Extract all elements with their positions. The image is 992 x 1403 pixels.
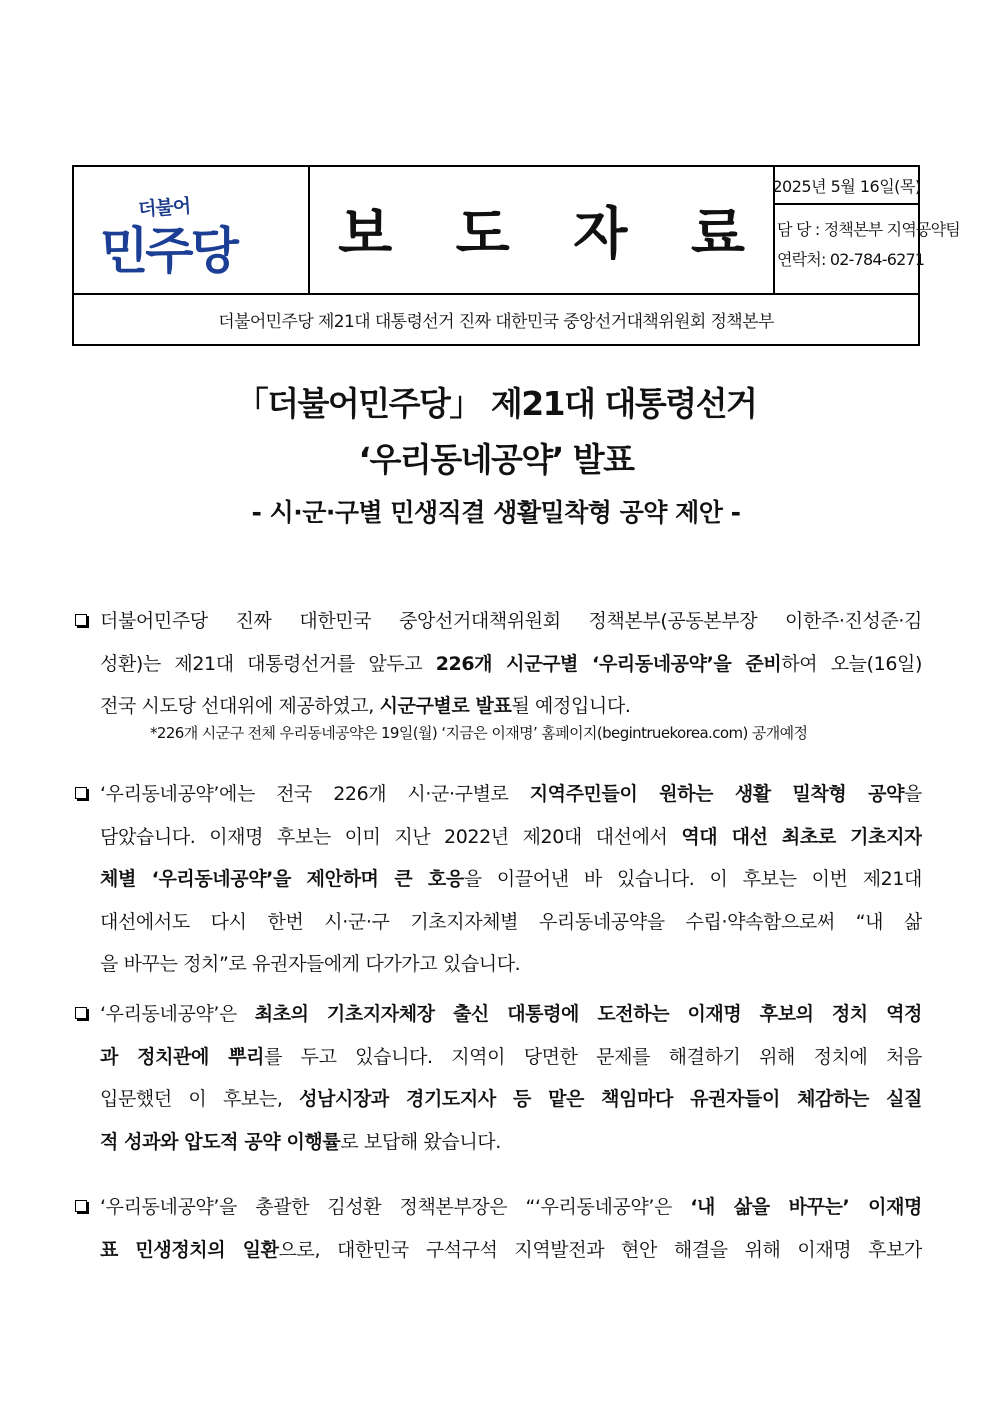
contact-phone: 연락처: 02-784-6271 xyxy=(777,250,925,269)
body-text: 을 xyxy=(904,783,922,805)
paragraph-line xyxy=(72,901,922,944)
header-top-row xyxy=(74,167,960,295)
body-text: 성환)는 제21대 대통령선거를 앞두고 xyxy=(100,652,436,675)
headline-line-2: ‘우리동네공약’ 발표 xyxy=(358,440,634,479)
body-text: 하여 오늘(16일) xyxy=(781,652,922,675)
body-text: 을 이끌어낸 바 있습니다. 이 후보는 이번 제21대 xyxy=(463,868,922,890)
bold-text: 지역주민들이 원하는 생활 밀착형 공약 xyxy=(529,783,905,805)
bold-text: 역대 대선 최초로 기초지자 xyxy=(681,825,922,848)
bold-text: 226개 시군구별 ‘우리동네공약’을 준비 xyxy=(435,652,782,675)
title-cell xyxy=(310,167,775,293)
paragraph-line xyxy=(72,1036,922,1079)
paragraph-line xyxy=(72,600,922,643)
body-text: 으로, 대한민국 구석구석 지역발전과 현안 해결을 위해 이재명 후보가 xyxy=(278,1238,922,1261)
body-text: 전국 시도당 선대위에 제공하였고, xyxy=(100,695,380,717)
bold-text: 적 성과와 압도적 공약 이행률 xyxy=(100,1130,341,1153)
paragraph-line xyxy=(72,1229,922,1272)
paragraph-line xyxy=(72,643,922,686)
body-text: ‘우리동네공약’을 총괄한 김성환 정책본부장은 “‘우리동네공약’은 xyxy=(100,1196,691,1218)
body-text: 더불어민주당 진짜 대한민국 중앙선거대책위원회 정책본부(공동본부장 이한주·진성준·김 xyxy=(100,610,922,632)
headline-subtitle: - 시·군·구별 민생직결 생활밀착형 공약 제안 - xyxy=(251,498,741,527)
release-date: 2025년 5월 16일(목) xyxy=(775,167,918,205)
paragraph-2 xyxy=(72,773,922,986)
paragraph-1 xyxy=(72,600,922,728)
body-text: 로 보답해 왔습니다. xyxy=(340,1130,501,1153)
logo-big-text: 민주당 xyxy=(100,222,236,280)
checkbox-bullet-icon xyxy=(75,600,87,643)
body-text: 을 바꾸는 정치”로 유권자들에게 다가가고 있습니다. xyxy=(100,953,521,975)
paragraph-line xyxy=(72,858,922,901)
party-logo xyxy=(100,195,285,280)
paragraph-4 xyxy=(72,1186,922,1271)
body-text: 입문했던 이 후보는, xyxy=(100,1088,300,1110)
bold-text: 최초의 기초지자체장 출신 대통령에 도전하는 이재명 후보의 정치 역정 xyxy=(254,1003,922,1025)
body-text: ‘우리동네공약’에는 전국 226개 시·군·구별로 xyxy=(100,783,530,805)
bold-text: 과 정치관에 뿌리 xyxy=(100,1045,265,1068)
bold-text: 표 민생정치의 일환 xyxy=(100,1238,279,1261)
body-text: 될 예정입니다. xyxy=(511,695,631,717)
paragraph-line xyxy=(72,816,922,859)
logo-small-text: 더불어 xyxy=(137,195,191,221)
paragraph-line xyxy=(72,943,922,986)
body-text: 대선에서도 다시 한번 시·군·구 기초지자체별 우리동네공약을 수립·약속함으로써 “내 삶 xyxy=(100,910,922,933)
footnote: *226개 시군구 전체 우리동네공약은 19일(월) ‘지금은 이재명’ 홈페이지(begintruekorea.com) 공개예정 xyxy=(150,724,808,742)
info-cell xyxy=(772,167,960,293)
paragraph-line xyxy=(72,1186,922,1229)
bold-text: 시군구별로 발표 xyxy=(379,695,512,717)
bold-text: 성남시장과 경기도지사 등 맡은 책임마다 유권자들이 체감하는 실질 xyxy=(299,1088,922,1110)
document-title: 보 도 자 료 xyxy=(338,202,767,267)
contact-person: 담 당 : 정책본부 지역공약팀 xyxy=(777,220,960,239)
paragraph-3 xyxy=(72,993,922,1163)
checkbox-bullet-icon xyxy=(75,1186,87,1229)
headline-line-1: 「더불어민주당」 제21대 대통령선거 xyxy=(235,384,757,423)
press-release-header xyxy=(72,165,960,346)
bold-text: ‘내 삶을 바꾸는’ 이재명 xyxy=(690,1196,922,1218)
body-text: 를 두고 있습니다. 지역이 당면한 문제를 해결하기 위해 정치에 처음 xyxy=(264,1045,922,1068)
bold-text: 체별 ‘우리동네공약’을 제안하며 큰 호응 xyxy=(100,868,464,890)
paragraph-line xyxy=(72,993,922,1036)
checkbox-bullet-icon xyxy=(75,773,87,816)
body-text: ‘우리동네공약’은 xyxy=(100,1003,255,1025)
logo-cell xyxy=(74,167,310,293)
paragraph-line xyxy=(72,1121,922,1164)
body-text: 담았습니다. 이재명 후보는 이미 지난 2022년 제20대 대선에서 xyxy=(100,825,682,848)
organization-name: 더불어민주당 제21대 대통령선거 진짜 대한민국 중앙선거대책위원회 정책본부 xyxy=(218,312,774,332)
paragraph-line xyxy=(72,773,922,816)
paragraph-line xyxy=(72,1078,922,1121)
checkbox-bullet-icon xyxy=(75,993,87,1036)
